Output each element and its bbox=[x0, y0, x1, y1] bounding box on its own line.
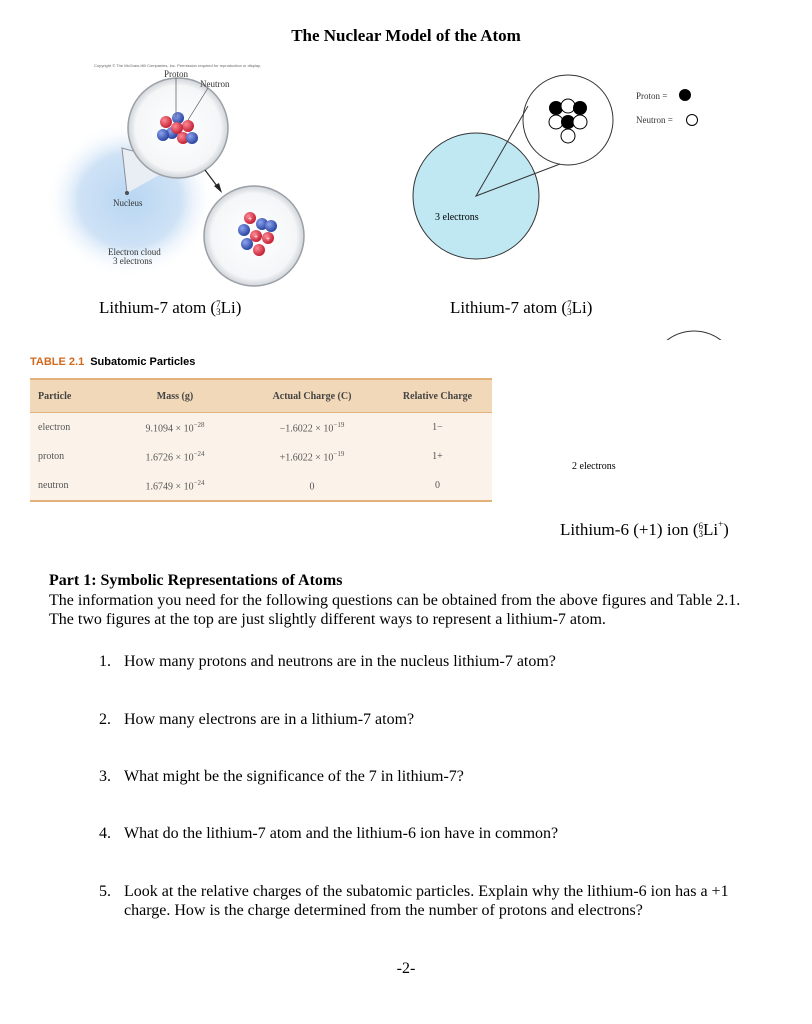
header-mass: Mass (g) bbox=[109, 379, 241, 413]
svg-text:+: + bbox=[265, 236, 271, 243]
table-number: TABLE 2.1 bbox=[30, 356, 85, 368]
legend-proton-label: Proton = bbox=[636, 91, 668, 101]
question-text: What might be the significance of the 7 in lithium-7? bbox=[124, 768, 464, 785]
figure-lithium7-illustration bbox=[0, 0, 812, 340]
legend-proton-dot bbox=[679, 89, 691, 101]
cell-actual-charge: 0 bbox=[241, 471, 383, 501]
table-title bbox=[30, 356, 195, 368]
table-header-row bbox=[30, 379, 492, 413]
question-text: What do the lithium-7 atom and the lithium-6 ion have in common? bbox=[124, 825, 559, 842]
subatomic-particles-table bbox=[30, 378, 492, 502]
question-text: How many electrons are in a lithium-7 atom? bbox=[124, 711, 415, 728]
header-actual-charge: Actual Charge (C) bbox=[241, 379, 383, 413]
label-cloud-electrons: 3 electrons bbox=[113, 256, 153, 266]
cell-mass: $1.6749 \times 10^{-24}$ bbox=[109, 471, 241, 501]
label-electron-cloud: Electron cloud bbox=[108, 247, 161, 257]
table-row bbox=[30, 471, 492, 501]
part1-heading: Part 1: Symbolic Representations of Atoms bbox=[49, 572, 343, 589]
caption-figure1: Lithium-7 atom ( 7 3 Li) bbox=[99, 298, 242, 317]
cell-mass: $1.6726 \times 10^{-24}$ bbox=[109, 442, 241, 471]
table-row bbox=[30, 413, 492, 443]
label-nucleus: Nucleus bbox=[113, 198, 143, 208]
part1-intro: The information you need for the following questions can be obtained from the above figures and Table 2.1. The two figures at the top are just slightly different ways to represent a lithium-7 atom. bbox=[49, 592, 741, 628]
cell-particle: neutron bbox=[30, 471, 109, 501]
label-proton: Proton bbox=[164, 69, 189, 79]
question-text: How many protons and neutrons are in the nucleus lithium-7 atom? bbox=[124, 653, 556, 670]
table-row bbox=[30, 442, 492, 471]
caption-figure2: Lithium-7 atom ( 7 3 Li) bbox=[450, 298, 593, 317]
page-title: The Nuclear Model of the Atom bbox=[291, 26, 521, 45]
question-number: 3. bbox=[99, 768, 111, 785]
nucleus-zoom-li6 bbox=[650, 331, 738, 340]
cell-mass: $9.1094 \times 10^{-28}$ bbox=[109, 413, 241, 443]
label-neutron: Neutron bbox=[200, 79, 230, 89]
svg-text:+: + bbox=[253, 234, 259, 241]
header-relative-charge: Relative Charge bbox=[383, 379, 492, 413]
cell-relative-charge: 1+ bbox=[383, 442, 492, 471]
legend-neutron-dot bbox=[687, 115, 698, 126]
copyright-notice: Copyright © The McGraw-Hill Companies, Inc. Permission required for reproduction or display. bbox=[94, 63, 261, 68]
svg-text:+: + bbox=[247, 216, 253, 223]
electrons-label-li6: 2 electrons bbox=[572, 461, 616, 472]
question-number: 4. bbox=[99, 825, 111, 842]
cell-actual-charge: $+1.6022 \times 10^{-19}$ bbox=[241, 442, 383, 471]
question-text: Look at the relative charges of the subatomic particles. Explain why the lithium-6 ion has a +1 charge. How is the charge determined from the number of protons and electrons? bbox=[124, 883, 729, 919]
question-number: 1. bbox=[99, 653, 111, 670]
cell-particle: proton bbox=[30, 442, 109, 471]
cell-relative-charge: 1− bbox=[383, 413, 492, 443]
table-caption: Subatomic Particles bbox=[90, 356, 196, 368]
question-number: 2. bbox=[99, 711, 111, 728]
page-number: -2- bbox=[396, 960, 416, 977]
header-particle: Particle bbox=[30, 379, 109, 413]
legend-neutron-label: Neutron = bbox=[636, 115, 673, 125]
cell-actual-charge: $-1.6022 \times 10^{-19}$ bbox=[241, 413, 383, 443]
cell-relative-charge: 0 bbox=[383, 471, 492, 501]
electrons-label-li7: 3 electrons bbox=[435, 212, 479, 223]
caption-figure3: Lithium-6 (+1) ion ( 6 3 Li+) bbox=[560, 519, 729, 539]
cell-particle: electron bbox=[30, 413, 109, 443]
question-number: 5. bbox=[99, 883, 111, 900]
